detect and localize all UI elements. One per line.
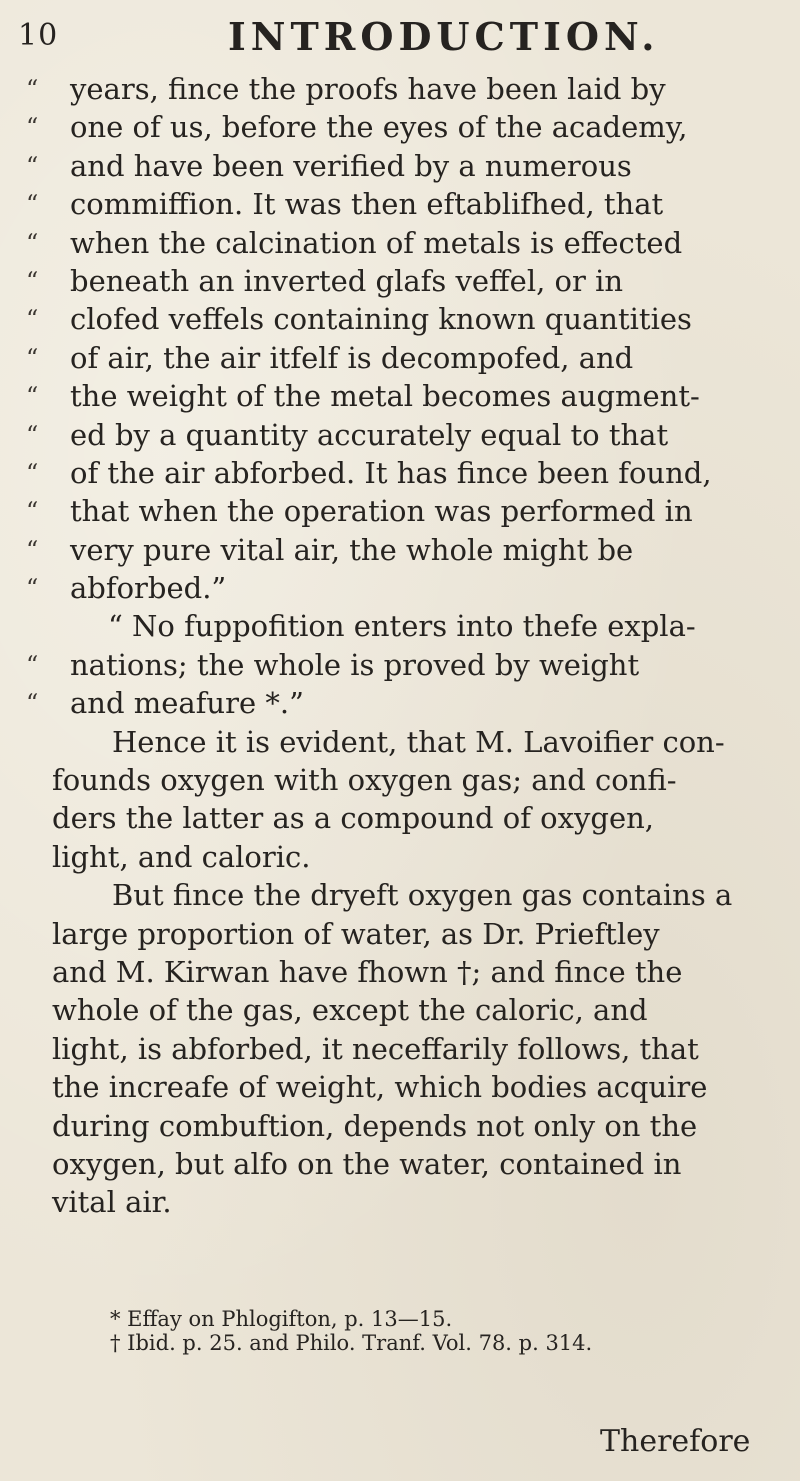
page-header (18, 8, 758, 68)
line-text: light, is abforbed, it neceffarily follows, that (52, 1031, 699, 1066)
text-line (26, 1030, 766, 1068)
line-text: the weight of the metal becomes augment- (70, 379, 700, 414)
line-text: of air, the air itfelf is decompofed, and (70, 340, 634, 375)
quote-mark: “ (26, 228, 39, 257)
text-line (26, 761, 766, 799)
quote-mark: “ (26, 650, 39, 679)
line-text: when the calcination of metals is effected (70, 225, 683, 260)
text-line (26, 915, 766, 953)
line-text: large proportion of water, as Dr. Prieftley (52, 916, 660, 951)
quote-mark: “ (26, 305, 39, 334)
text-line (26, 108, 766, 146)
text-line (26, 339, 766, 377)
line-text: abforbed.” (70, 571, 227, 606)
text-line (26, 147, 766, 185)
quote-mark: “ (26, 151, 39, 180)
quote-mark: “ (26, 382, 39, 411)
text-line (26, 723, 766, 761)
quote-mark: “ (26, 343, 39, 372)
text-line (26, 1068, 766, 1106)
quote-mark: “ (26, 75, 39, 103)
text-line (26, 1107, 766, 1145)
text-line (26, 70, 766, 108)
line-text: light, and caloric. (52, 839, 311, 874)
running-head: INTRODUCTION. (228, 14, 660, 59)
text-line (26, 1145, 766, 1183)
line-text: during combuftion, depends not only on the (52, 1108, 698, 1143)
quote-mark: “ (26, 535, 39, 564)
text-line (26, 569, 766, 607)
text-line (26, 991, 766, 1029)
footnote: † Ibid. p. 25. and Philo. Tranf. Vol. 78. p. 314. (110, 1331, 593, 1355)
line-text: very pure vital air, the whole might be (70, 532, 634, 567)
body-text (26, 70, 766, 1222)
line-text: vital air. (52, 1185, 172, 1220)
text-line (26, 262, 766, 300)
line-text: oxygen, but alfo on the water, contained in (52, 1146, 682, 1181)
line-text: commiffion. It was then eftablifhed, that (70, 187, 664, 222)
line-text: clofed veffels containing known quantities (70, 302, 692, 337)
line-text: and have been verified by a numerous (70, 148, 632, 183)
line-text: nations; the whole is proved by weight (70, 647, 640, 682)
line-text: and M. Kirwan have fhown †; and fince the (52, 954, 683, 989)
line-text: Hence it is evident, that M. Lavoifier con- (112, 724, 725, 759)
text-line (26, 185, 766, 223)
line-text: whole of the gas, except the caloric, and (52, 993, 648, 1028)
line-text: one of us, before the eyes of the academy, (70, 110, 688, 145)
text-line (26, 646, 766, 684)
text-line (26, 953, 766, 991)
text-line (26, 300, 766, 338)
text-line (26, 492, 766, 530)
line-text: years, fince the proofs have been laid by (70, 72, 666, 106)
quote-mark: “ (26, 497, 39, 526)
line-text: that when the operation was performed in (70, 494, 693, 529)
text-line (26, 454, 766, 492)
footnotes (110, 1307, 760, 1355)
text-line (26, 531, 766, 569)
line-text: But fince the dryeft oxygen gas contains a (112, 878, 733, 913)
text-line (26, 377, 766, 415)
quote-mark: “ (26, 458, 39, 487)
text-line (26, 224, 766, 262)
line-text: ed by a quantity accurately equal to that (70, 417, 669, 452)
line-text: of the air abforbed. It has fince been found, (70, 455, 712, 490)
line-text: founds oxygen with oxygen gas; and confi- (52, 763, 677, 798)
quote-mark: “ (26, 113, 39, 142)
text-line (26, 838, 766, 876)
line-text: “ No fuppofition enters into thefe expla- (108, 609, 696, 644)
text-line (26, 1183, 766, 1221)
line-text: beneath an inverted glafs veffel, or in (70, 263, 624, 298)
line-text: the increafe of weight, which bodies acquire (52, 1070, 708, 1105)
text-line (26, 607, 766, 645)
text-line (26, 876, 766, 914)
catchword: Therefore (600, 1424, 751, 1459)
page-number: 10 (18, 18, 59, 53)
text-line (26, 416, 766, 454)
footnote: * Effay on Phlogifton, p. 13—15. (110, 1307, 453, 1331)
quote-mark: “ (26, 190, 39, 219)
quote-mark: “ (26, 420, 39, 449)
quote-mark: “ (26, 689, 39, 718)
quote-mark: “ (26, 574, 39, 603)
line-text: and meafure *.” (70, 686, 304, 721)
quote-mark: “ (26, 266, 39, 295)
text-line (26, 684, 766, 722)
line-text: ders the latter as a compound of oxygen, (52, 801, 655, 836)
text-line (26, 799, 766, 837)
